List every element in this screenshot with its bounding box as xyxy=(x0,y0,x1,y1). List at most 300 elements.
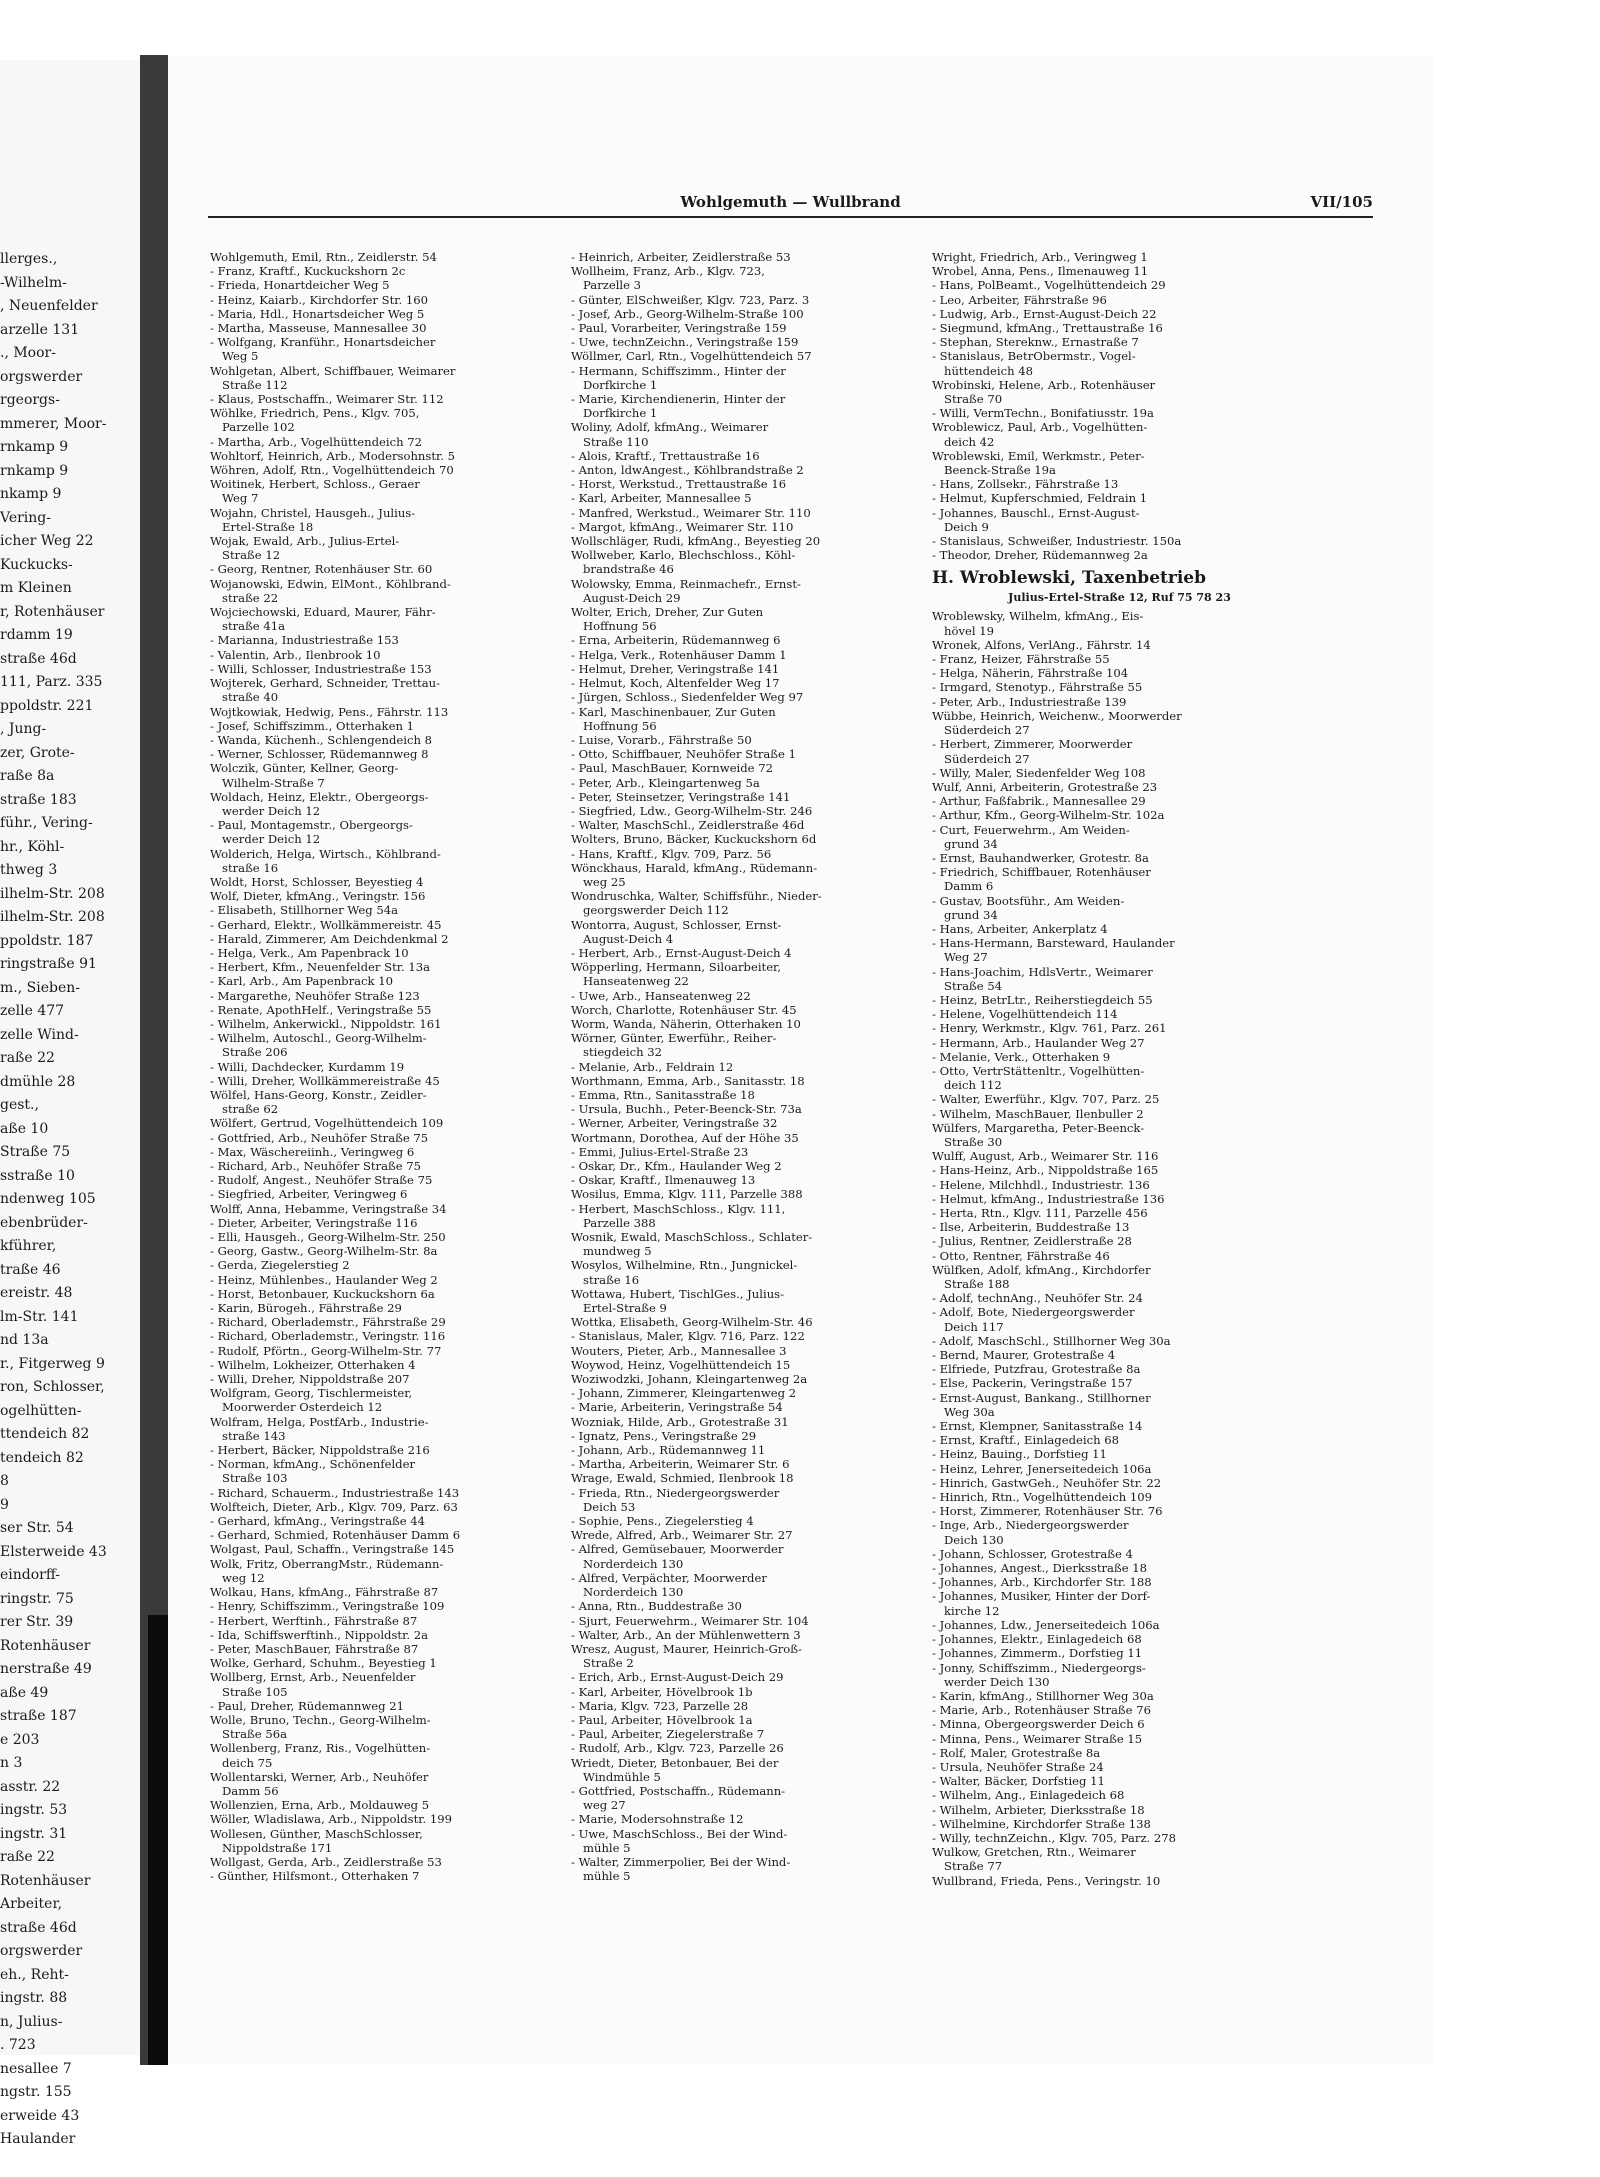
directory-entry-line: georgswerder Deich 112 xyxy=(583,903,729,918)
directory-entry-line: - Gottfried, Arb., Neuhöfer Straße 75 xyxy=(210,1130,429,1145)
directory-entry-line: - Helmut, Koch, Altenfelder Weg 17 xyxy=(571,676,780,691)
directory-entry-line: - Dieter, Arbeiter, Veringstraße 116 xyxy=(210,1215,418,1230)
directory-entry-line: - Herbert, Arb., Ernst-August-Deich 4 xyxy=(571,945,792,960)
directory-entry-line: Wölfel, Hans-Georg, Konstr., Zeidler- xyxy=(210,1087,427,1102)
directory-entry-line: Deich 9 xyxy=(944,519,989,534)
directory-entry-line: Wojak, Ewald, Arb., Julius-Ertel- xyxy=(210,534,400,549)
directory-entry-line: - Manfred, Werkstud., Weimarer Str. 110 xyxy=(571,505,811,520)
directory-entry-line: - Adolf, technAng., Neuhöfer Str. 24 xyxy=(932,1291,1143,1306)
directory-entry-line: brandstraße 46 xyxy=(583,562,674,577)
directory-entry-line: Deich 130 xyxy=(944,1532,1004,1547)
directory-entry-line: weg 27 xyxy=(583,1798,626,1813)
directory-entry-line: Weg 7 xyxy=(222,491,259,506)
left-page-text-fragment: Elsterweide 43 xyxy=(0,1543,107,1560)
left-page-text-fragment: zer, Grote- xyxy=(0,744,75,761)
directory-entry-line: - Marie, Arbeiterin, Veringstraße 54 xyxy=(571,1400,783,1415)
directory-entry-line: - Marie, Kirchendienerin, Hinter der xyxy=(571,392,786,407)
directory-entry-line: Wolgast, Paul, Schaffn., Veringstraße 145 xyxy=(210,1542,455,1557)
directory-entry-line: weg 25 xyxy=(583,874,626,889)
directory-entry-line: Moorwerder Osterdeich 12 xyxy=(222,1400,383,1415)
directory-entry-line: - Martha, Arbeiterin, Weimarer Str. 6 xyxy=(571,1457,790,1472)
directory-entry-line: straße 143 xyxy=(222,1428,286,1443)
directory-entry-line: Beenck-Straße 19a xyxy=(944,463,1056,478)
advertisement-address: Julius-Ertel-Straße 12, Ruf 75 78 23 xyxy=(1008,591,1231,605)
directory-entry-line: - Friedrich, Schiffbauer, Rotenhäuser xyxy=(932,865,1151,880)
directory-entry-line: - Marie, Modersohnstraße 12 xyxy=(571,1812,744,1827)
directory-entry-line: - Willi, VermTechn., Bonifatiusstr. 19a xyxy=(932,406,1154,421)
left-page-text-fragment: Vering- xyxy=(0,509,51,526)
directory-entry-line: - Emmi, Julius-Ertel-Straße 23 xyxy=(571,1144,749,1159)
directory-entry-line: - Johannes, Angest., Dierksstraße 18 xyxy=(932,1561,1147,1576)
left-page-text-fragment: zelle 477 xyxy=(0,1003,65,1019)
left-page-text-fragment: ringstraße 91 xyxy=(0,956,97,972)
directory-entry-line: Wollgast, Gerda, Arb., Zeidlerstraße 53 xyxy=(210,1854,442,1869)
directory-entry-line: - Helene, Milchhdl., Industriestr. 136 xyxy=(932,1177,1150,1192)
directory-entry-line: - Gerda, Ziegelerstieg 2 xyxy=(210,1258,350,1273)
directory-entry-line: - Henry, Schiffszimm., Veringstraße 109 xyxy=(210,1599,445,1614)
directory-entry-line: - Herbert, Bäcker, Nippoldstraße 216 xyxy=(210,1443,430,1458)
directory-entry-line: Wolke, Gerhard, Schuhm., Beyestieg 1 xyxy=(210,1656,437,1671)
directory-entry-line: - Walter, Bäcker, Dorfstieg 11 xyxy=(932,1774,1105,1789)
column-1 xyxy=(210,250,580,1883)
directory-entry-line: - Siegmund, kfmAng., Trettaustraße 16 xyxy=(932,321,1163,336)
directory-entry-line: Parzelle 102 xyxy=(222,420,295,435)
directory-entry-line: - Wanda, Küchenh., Schlengendeich 8 xyxy=(210,732,432,747)
directory-entry-line: werder Deich 12 xyxy=(222,832,321,847)
directory-entry-line: - Ilse, Arbeiterin, Buddestraße 13 xyxy=(932,1220,1130,1235)
directory-entry-line: Ertel-Straße 9 xyxy=(583,1301,667,1316)
directory-entry-line: Wolfgram, Georg, Tischlermeister, xyxy=(210,1386,413,1401)
left-page-text-fragment: raße 22 xyxy=(0,1050,55,1066)
directory-entry-line: - Johannes, Arb., Kirchdorfer Str. 188 xyxy=(932,1575,1152,1590)
directory-entry-line: - Wilhelm, Lokheizer, Otterhaken 4 xyxy=(210,1357,416,1372)
directory-entry-line: - Paul, Montagemstr., Obergeorgs- xyxy=(210,818,413,833)
directory-entry-line: - Peter, Arb., Kleingartenweg 5a xyxy=(571,775,760,790)
left-page-text-fragment: Rotenhäuser xyxy=(0,1637,91,1654)
directory-entry-line: Wright, Friedrich, Arb., Veringweg 1 xyxy=(932,250,1148,264)
directory-entry-line: Wrobel, Anna, Pens., Ilmenauweg 11 xyxy=(932,264,1149,279)
left-page-text-fragment: ebenbrüder- xyxy=(0,1214,88,1231)
left-page-text-fragment: orgswerder xyxy=(0,368,83,385)
directory-entry-line: Wolfteich, Dieter, Arb., Klgv. 709, Parz. 63 xyxy=(210,1499,458,1514)
directory-entry-line: - Martha, Arb., Vogelhüttendeich 72 xyxy=(210,434,422,449)
directory-entry-line: - Ernst, Kraftf., Einlagedeich 68 xyxy=(932,1433,1119,1448)
left-page-text-fragment: orgswerder xyxy=(0,1943,83,1959)
directory-entry-line: - Theodor, Dreher, Rüdemannweg 2a xyxy=(932,548,1148,563)
directory-entry-line: - Paul, Arbeiter, Ziegelerstraße 7 xyxy=(571,1727,765,1742)
left-page-text-fragment: straße 46d xyxy=(0,1919,77,1936)
directory-entry-line: - Max, Wäschereiinh., Veringweg 6 xyxy=(210,1144,415,1159)
page-number: VII/105 xyxy=(1310,193,1373,211)
directory-entry-line: - Rolf, Maler, Grotestraße 8a xyxy=(932,1745,1101,1760)
directory-entry-line: straße 62 xyxy=(222,1102,279,1117)
left-page-text-fragment: rnkamp 9 xyxy=(0,439,69,455)
directory-entry-line: - Hans-Heinz, Arb., Nippoldstraße 165 xyxy=(932,1163,1159,1178)
directory-entry-line: Wolderich, Helga, Wirtsch., Köhlbrand- xyxy=(210,846,441,861)
directory-entry-line: - Heinz, BetrLtr., Reiherstiegdeich 55 xyxy=(932,992,1153,1007)
left-page-text-fragment: n 3 xyxy=(0,1755,23,1771)
directory-entry-line: - Frieda, Rtn., Niedergeorgswerder xyxy=(571,1485,780,1500)
left-page-text-fragment: kführer, xyxy=(0,1238,57,1254)
directory-entry-line: - Wilhelmine, Kirchdorfer Straße 138 xyxy=(932,1816,1151,1831)
directory-entry-line: Wolk, Fritz, OberrangMstr., Rüdemann- xyxy=(210,1556,444,1571)
left-page-text-fragment: ingstr. 31 xyxy=(0,1825,68,1842)
directory-entry-line: - Frieda, Honartdeicher Weg 5 xyxy=(210,278,390,293)
directory-entry-line: - Helga, Verk., Rotenhäuser Damm 1 xyxy=(571,647,787,662)
directory-entry-line: Wübbe, Heinrich, Weichenw., Moorwerder xyxy=(932,708,1182,723)
column-2 xyxy=(571,250,941,1883)
left-page-text-fragment: straße 187 xyxy=(0,1708,77,1724)
directory-entry-line: Hoffnung 56 xyxy=(583,718,657,733)
left-page-text-fragment: erweide 43 xyxy=(0,2107,80,2124)
directory-entry-line: Dorfkirche 1 xyxy=(583,377,658,392)
directory-entry-line: - Elfriede, Putzfrau, Grotestraße 8a xyxy=(932,1362,1141,1377)
directory-entry-line: - Günter, ElSchweißer, Klgv. 723, Parz. 3 xyxy=(571,292,810,307)
directory-entry-line: Wulf, Anni, Arbeiterin, Grotestraße 23 xyxy=(932,779,1158,794)
directory-entry-line: Weg 30a xyxy=(944,1404,995,1419)
left-page-text-fragment: aße 49 xyxy=(0,1684,49,1701)
directory-entry-line: Straße 12 xyxy=(222,548,281,563)
directory-entry-line: - Helmut, Dreher, Veringstraße 141 xyxy=(571,661,780,676)
directory-entry-line: Woliny, Adolf, kfmAng., Weimarer xyxy=(571,420,769,435)
directory-entry-line: August-Deich 4 xyxy=(583,931,674,946)
left-page-text-fragment: asstr. 22 xyxy=(0,1778,61,1795)
left-page-text-fragment: ngstr. 155 xyxy=(0,2084,72,2100)
directory-entry-line: - Johannes, Ldw., Jenerseitedeich 106a xyxy=(932,1617,1160,1632)
directory-entry-line: - Hermann, Arb., Haulander Weg 27 xyxy=(932,1035,1145,1050)
left-page-text-fragment: rdamm 19 xyxy=(0,627,73,643)
directory-entry-line: - Paul, Arbeiter, Hövelbrook 1a xyxy=(571,1712,753,1727)
directory-entry-line: - Harald, Zimmerer, Am Deichdenkmal 2 xyxy=(210,931,449,946)
left-page-text-fragment: nerstraße 49 xyxy=(0,1661,92,1677)
left-page-text-fragment: ser Str. 54 xyxy=(0,1520,74,1536)
directory-entry-line: - Stanislaus, Schweißer, Industriestr. 150a xyxy=(932,534,1182,549)
directory-entry-line: - Minna, Obergeorgswerder Deich 6 xyxy=(932,1717,1145,1732)
directory-entry-line: Woldach, Heinz, Elektr., Obergeorgs- xyxy=(210,789,429,804)
directory-entry-line: - Norman, kfmAng., Schönenfelder xyxy=(210,1457,416,1472)
directory-entry-line: - Wilhelm, Ang., Einlagedeich 68 xyxy=(932,1788,1125,1803)
directory-entry-line: Wulff, August, Arb., Weimarer Str. 116 xyxy=(932,1149,1159,1164)
directory-entry-line: - Ursula, Neuhöfer Straße 24 xyxy=(932,1759,1104,1774)
directory-entry-line: - Ignatz, Pens., Veringstraße 29 xyxy=(571,1428,757,1443)
directory-entry-line: - Renate, ApothHelf., Veringstraße 55 xyxy=(210,1002,432,1017)
directory-entry-line: - Wilhelm, MaschBauer, Ilenbuller 2 xyxy=(932,1106,1144,1121)
directory-entry-line: - Johannes, Bauschl., Ernst-August- xyxy=(932,505,1140,520)
directory-entry-line: straße 22 xyxy=(222,590,279,605)
directory-entry-line: - Inge, Arb., Niedergeorgswerder xyxy=(932,1518,1129,1533)
directory-entry-line: - Johannes, Musiker, Hinter der Dorf- xyxy=(932,1589,1151,1604)
directory-entry-line: - Alfred, Verpächter, Moorwerder xyxy=(571,1570,767,1585)
directory-entry-line: Nippoldstraße 171 xyxy=(222,1840,333,1855)
left-page-text-fragment: lm-Str. 141 xyxy=(0,1308,79,1325)
directory-entry-line: - Horst, Betonbauer, Kuckuckshorn 6a xyxy=(210,1286,435,1301)
directory-entry-line: - Josef, Schiffszimm., Otterhaken 1 xyxy=(210,718,414,733)
directory-entry-line: - Ursula, Buchh., Peter-Beenck-Str. 73a xyxy=(571,1102,802,1117)
directory-entry-line: weg 12 xyxy=(222,1570,265,1585)
directory-entry-line: Straße 103 xyxy=(222,1471,288,1486)
left-page-text-fragment: icher Weg 22 xyxy=(0,533,94,549)
directory-entry-line: Hanseatenweg 22 xyxy=(583,974,689,989)
directory-entry-line: Wülfers, Margaretha, Peter-Beenck- xyxy=(932,1120,1145,1135)
directory-entry-line: - Oskar, Kraftf., Ilmenauweg 13 xyxy=(571,1173,756,1188)
directory-entry-line: - Hans, PolBeamt., Vogelhüttendeich 29 xyxy=(932,278,1166,293)
directory-entry-line: mundweg 5 xyxy=(583,1244,652,1259)
directory-entry-line: - Sophie, Pens., Ziegelerstieg 4 xyxy=(571,1514,754,1529)
directory-entry-line: - Günther, Hilfsmont., Otterhaken 7 xyxy=(210,1869,420,1884)
directory-entry-line: deich 112 xyxy=(944,1078,1002,1093)
directory-entry-line: - Walter, Arb., An der Mühlenwettern 3 xyxy=(571,1627,801,1642)
directory-entry-line: Wolowsky, Emma, Reinmachefr., Ernst- xyxy=(571,576,801,591)
directory-entry-line: Wosilus, Emma, Klgv. 111, Parzelle 388 xyxy=(571,1187,803,1202)
directory-entry-line: Süderdeich 27 xyxy=(944,723,1030,738)
directory-entry-line: Wollesen, Günther, MaschSchlosser, xyxy=(210,1826,423,1841)
page-title: Wohlgemuth — Wullbrand xyxy=(680,193,901,211)
directory-entry-line: - Otto, Rentner, Fährstraße 46 xyxy=(932,1248,1110,1263)
left-page-text-fragment: ndenweg 105 xyxy=(0,1191,96,1207)
directory-entry-line: - Uwe, Arb., Hanseatenweg 22 xyxy=(571,988,751,1003)
left-page-text-fragment: mmerer, Moor- xyxy=(0,415,107,432)
column-3-entries-bottom xyxy=(932,609,1307,1887)
left-page-text-fragment: rgeorgs- xyxy=(0,392,60,408)
directory-entry-line: Woldt, Horst, Schlosser, Beyestieg 4 xyxy=(210,874,424,889)
directory-entry-line: - Oskar, Dr., Kfm., Haulander Weg 2 xyxy=(571,1159,782,1173)
directory-entry-line: Hoffnung 56 xyxy=(583,619,657,634)
directory-entry-line: - Uwe, technZeichn., Veringstraße 159 xyxy=(571,335,799,350)
directory-entry-line: Straße 112 xyxy=(222,377,288,392)
left-page-text-fragment: eh., Reht- xyxy=(0,1966,69,1983)
directory-entry-line: - Jonny, Schiffszimm., Niedergeorgs- xyxy=(932,1660,1146,1675)
left-page-text-fragment: rnkamp 9 xyxy=(0,462,69,479)
directory-entry-line: Wroblewicz, Paul, Arb., Vogelhütten- xyxy=(932,420,1148,435)
directory-entry-line: Wollweber, Karlo, Blechschloss., Köhl- xyxy=(571,548,796,563)
left-page-text-fragment: raße 22 xyxy=(0,1849,55,1865)
directory-entry-line: - Adolf, Bote, Niedergeorgswerder xyxy=(932,1305,1135,1320)
directory-entry-line: - Wilhelm, Autoschl., Georg-Wilhelm- xyxy=(210,1031,427,1046)
directory-entry-line: - Karl, Arb., Am Papenbrack 10 xyxy=(210,974,394,989)
directory-entry-line: - Ernst-August, Bankang., Stillhorner xyxy=(932,1390,1151,1405)
directory-entry-line: Wülfken, Adolf, kfmAng., Kirchdorfer xyxy=(932,1262,1151,1277)
directory-entry-line: Wöllmer, Carl, Rtn., Vogelhüttendeich 57 xyxy=(571,349,812,364)
directory-entry-line: - Margot, kfmAng., Weimarer Str. 110 xyxy=(571,519,794,534)
directory-entry-line: - Maria, Klgv. 723, Parzelle 28 xyxy=(571,1698,749,1713)
left-page-text-fragment: straße 183 xyxy=(0,791,77,808)
directory-entry-line: kirche 12 xyxy=(944,1603,1000,1618)
directory-entry-line: - Elisabeth, Stillhorner Weg 54a xyxy=(210,903,398,918)
directory-entry-line: Wolfram, Helga, PostfArb., Industrie- xyxy=(210,1414,429,1429)
left-page-text-fragment: Kuckucks- xyxy=(0,556,73,573)
directory-entry-line: stiegdeich 32 xyxy=(583,1045,662,1060)
directory-entry-line: - Herbert, Kfm., Neuenfelder Str. 13a xyxy=(210,960,431,975)
directory-entry-line: - Hans, Arbeiter, Ankerplatz 4 xyxy=(932,921,1108,936)
directory-entry-line: - Emma, Rtn., Sanitasstraße 18 xyxy=(571,1087,755,1102)
directory-entry-line: - Rudolf, Angest., Neuhöfer Straße 75 xyxy=(210,1173,433,1188)
directory-entry-line: - Walter, MaschSchl., Zeidlerstraße 46d xyxy=(571,818,805,833)
left-page-text-fragment: nesallee 7 xyxy=(0,2060,72,2077)
directory-entry-line: Wohltorf, Heinrich, Arb., Modersohnstr. 5 xyxy=(210,448,455,463)
directory-entry-line: - Helga, Näherin, Fährstraße 104 xyxy=(932,666,1129,681)
directory-entry-line: - Gustav, Bootsführ., Am Weiden- xyxy=(932,893,1125,908)
column-3-entries-top xyxy=(932,250,1307,562)
directory-entry-line: - Otto, VertrStättenltr., Vogelhütten- xyxy=(932,1063,1145,1078)
left-page-text-fragment: , Neuenfelder xyxy=(0,298,98,314)
left-page-text-fragment: Haulander xyxy=(0,2131,76,2147)
directory-entry-line: Wollenzien, Erna, Arb., Moldauweg 5 xyxy=(210,1798,430,1813)
directory-entry-line: - Gottfried, Postschaffn., Rüdemann- xyxy=(571,1783,786,1798)
directory-entry-line: Wöller, Wladislawa, Arb., Nippoldstr. 199 xyxy=(210,1812,453,1827)
left-page-text-fragment: ereistr. 48 xyxy=(0,1285,73,1301)
directory-entry-line: - Anton, ldwAngest., Köhlbrandstraße 2 xyxy=(571,463,804,478)
directory-entry-line: Wrage, Ewald, Schmied, Ilenbrook 18 xyxy=(571,1471,794,1486)
directory-entry-line: grund 34 xyxy=(944,907,998,922)
directory-entry-line: - Stanislaus, BetrObermstr., Vogel- xyxy=(932,349,1136,364)
left-page-text-fragment: raße 8a xyxy=(0,768,55,784)
directory-entry-line: - Jürgen, Schloss., Siedenfelder Weg 97 xyxy=(571,690,804,705)
directory-entry-line: mühle 5 xyxy=(583,1840,631,1855)
directory-entry-line: Wollberg, Ernst, Arb., Neuenfelder xyxy=(210,1670,416,1685)
directory-entry-line: Ertel-Straße 18 xyxy=(222,519,314,534)
directory-entry-line: Straße 188 xyxy=(944,1277,1010,1292)
directory-entry-line: Wolter, Erich, Dreher, Zur Guten xyxy=(571,605,764,620)
directory-entry-line: Deich 53 xyxy=(583,1499,636,1514)
directory-entry-line: Wollentarski, Werner, Arb., Neuhöfer xyxy=(210,1769,429,1784)
directory-entry-line: - Hans, Kraftf., Klgv. 709, Parz. 56 xyxy=(571,846,772,861)
directory-entry-line: August-Deich 29 xyxy=(583,590,681,605)
directory-entry-line: - Georg, Gastw., Georg-Wilhelm-Str. 8a xyxy=(210,1244,438,1259)
directory-entry-line: - Horst, Zimmerer, Rotenhäuser Str. 76 xyxy=(932,1504,1163,1519)
left-page-text-fragment: ilhelm-Str. 208 xyxy=(0,909,105,925)
directory-entry-line: Wosylos, Wilhelmine, Rtn., Jungnickel- xyxy=(571,1258,798,1273)
directory-entry-line: - Paul, MaschBauer, Kornweide 72 xyxy=(571,761,773,776)
directory-entry-line: - Richard, Arb., Neuhöfer Straße 75 xyxy=(210,1159,422,1173)
directory-entry-line: - Leo, Arbeiter, Fährstraße 96 xyxy=(932,292,1107,307)
directory-entry-line: Wolff, Anna, Hebamme, Veringstraße 34 xyxy=(210,1201,447,1216)
directory-entry-line: Wollenberg, Franz, Ris., Vogelhütten- xyxy=(210,1741,431,1756)
directory-entry-line: - Henry, Werkmstr., Klgv. 761, Parz. 261 xyxy=(932,1021,1167,1036)
directory-entry-line: - Alois, Kraftf., Trettaustraße 16 xyxy=(571,448,760,463)
directory-entry-line: Straße 2 xyxy=(583,1656,634,1671)
directory-entry-line: Wouters, Pieter, Arb., Mannesallee 3 xyxy=(571,1343,787,1358)
directory-entry-line: - Julius, Rentner, Zeidlerstraße 28 xyxy=(932,1234,1132,1249)
directory-entry-line: Wolle, Bruno, Techn., Georg-Wilhelm- xyxy=(210,1712,431,1727)
left-page-text-fragment: führ., Vering- xyxy=(0,815,93,831)
directory-entry-line: deich 75 xyxy=(222,1755,273,1770)
directory-entry-line: - Gerhard, kfmAng., Veringstraße 44 xyxy=(210,1514,426,1529)
directory-entry-line: Süderdeich 27 xyxy=(944,751,1030,766)
directory-entry-line: Wrobinski, Helene, Arb., Rotenhäuser xyxy=(932,377,1156,392)
directory-entry-line: - Johann, Arb., Rüdemannweg 11 xyxy=(571,1443,766,1458)
directory-entry-line: Wullbrand, Frieda, Pens., Veringstr. 10 xyxy=(932,1873,1161,1888)
directory-entry-line: - Karin, Bürogeh., Fährstraße 29 xyxy=(210,1301,402,1316)
left-page-text-fragment: nd 13a xyxy=(0,1332,49,1348)
left-page-text-fragment: ttendeich 82 xyxy=(0,1426,90,1442)
directory-entry-line: Straße 56a xyxy=(222,1727,288,1742)
directory-entry-line: - Peter, Arb., Industriestraße 139 xyxy=(932,694,1127,709)
directory-entry-line: Straße 77 xyxy=(944,1859,1003,1874)
directory-entry-line: - Alfred, Gemüsebauer, Moorwerder xyxy=(571,1542,784,1557)
directory-entry-line: - Johann, Zimmerer, Kleingartenweg 2 xyxy=(571,1386,797,1401)
directory-entry-line: - Marianna, Industriestraße 153 xyxy=(210,633,399,648)
left-page-fragment xyxy=(0,60,140,2147)
directory-entry-line: - Heinz, Lehrer, Jenerseitedeich 106a xyxy=(932,1461,1152,1476)
directory-entry-line: - Arthur, Faßfabrik., Mannesallee 29 xyxy=(932,794,1146,809)
directory-entry-line: - Adolf, MaschSchl., Stillhorner Weg 30a xyxy=(932,1333,1171,1348)
left-page-text-fragment: thweg 3 xyxy=(0,862,58,878)
directory-entry-line: - Johann, Schlosser, Grotestraße 4 xyxy=(932,1546,1133,1561)
directory-entry-line: - Maria, Hdl., Honartsdeicher Weg 5 xyxy=(210,306,425,321)
directory-entry-line: Wortmann, Dorothea, Auf der Höhe 35 xyxy=(571,1130,799,1145)
directory-entry-line: Wojanowski, Edwin, ElMont., Köhlbrand- xyxy=(210,576,451,591)
directory-entry-line: - Josef, Arb., Georg-Wilhelm-Straße 100 xyxy=(571,306,804,321)
directory-entry-line: Weg 27 xyxy=(944,950,988,965)
directory-entry-line: Parzelle 388 xyxy=(583,1215,656,1230)
directory-entry-line: grund 34 xyxy=(944,836,998,851)
directory-entry-line: Wollheim, Franz, Arb., Klgv. 723, xyxy=(571,264,765,279)
directory-entry-line: Wönckhaus, Harald, kfmAng., Rüdemann- xyxy=(571,860,818,875)
directory-entry-line: Deich 117 xyxy=(944,1319,1004,1334)
directory-entry-line: - Ernst, Bauhandwerker, Grotestr. 8a xyxy=(932,850,1149,865)
directory-entry-line: mühle 5 xyxy=(583,1869,631,1884)
directory-entry-line: Wulkow, Gretchen, Rtn., Weimarer xyxy=(932,1845,1136,1860)
left-page-text-fragment: . 723 xyxy=(0,2037,36,2053)
directory-entry-line: Straße 70 xyxy=(944,392,1003,407)
directory-entry-line: hövel 19 xyxy=(944,623,995,638)
left-page-text-fragment: ., Moor- xyxy=(0,345,56,361)
directory-entry-line: werder Deich 12 xyxy=(222,803,321,818)
left-page-text-fragment: Arbeiter, xyxy=(0,1896,63,1912)
directory-entry-line: - Paul, Dreher, Rüdemannweg 21 xyxy=(210,1698,404,1713)
directory-entry-line: Wilhelm-Straße 7 xyxy=(222,775,325,790)
directory-entry-line: - Else, Packerin, Veringstraße 157 xyxy=(932,1376,1133,1391)
left-page-text-fragment: r., Fitgerweg 9 xyxy=(0,1355,105,1372)
directory-entry-line: Wohlgetan, Albert, Schiffbauer, Weimarer xyxy=(210,363,456,378)
directory-entry-line: Wolf, Dieter, kfmAng., Veringstr. 156 xyxy=(210,889,426,904)
directory-entry-line: - Bernd, Maurer, Grotestraße 4 xyxy=(932,1348,1116,1363)
directory-entry-line: Wojtkowiak, Hedwig, Pens., Fährstr. 113 xyxy=(210,704,449,719)
directory-entry-line: - Gerhard, Schmied, Rotenhäuser Damm 6 xyxy=(210,1528,461,1543)
left-page-text-fragment: m Kleinen xyxy=(0,580,72,596)
directory-entry-line: - Karl, Arbeiter, Hövelbrook 1b xyxy=(571,1684,753,1699)
directory-entry-line: - Gerhard, Elektr., Wollkämmereistr. 45 xyxy=(210,917,442,932)
directory-entry-line: - Melanie, Arb., Feldrain 12 xyxy=(571,1059,734,1074)
directory-entry-line: - Otto, Schiffbauer, Neuhöfer Straße 1 xyxy=(571,747,796,762)
directory-entry-line: Wondruschka, Walter, Schiffsführ., Nieder- xyxy=(571,889,822,904)
left-page-text-fragment: n, Julius- xyxy=(0,2013,63,2030)
directory-entry-line: hüttendeich 48 xyxy=(944,363,1033,378)
directory-entry-line: Norderdeich 130 xyxy=(583,1556,684,1571)
directory-entry-line: Wolkau, Hans, kfmAng., Fährstraße 87 xyxy=(210,1585,439,1600)
directory-entry-line: - Peter, MaschBauer, Fährstraße 87 xyxy=(210,1641,419,1656)
left-page-text-fragment: ron, Schlosser, xyxy=(0,1379,105,1395)
directory-entry-line: - Siegfried, Ldw., Georg-Wilhelm-Str. 246 xyxy=(571,803,813,818)
directory-entry-line: - Uwe, MaschSchloss., Bei der Wind- xyxy=(571,1826,788,1841)
directory-entry-line: Norderdeich 130 xyxy=(583,1585,684,1600)
directory-entry-line: - Curt, Feuerwehrm., Am Weiden- xyxy=(932,822,1130,837)
directory-entry-line: - Wilhelm, Arbieter, Dierksstraße 18 xyxy=(932,1802,1145,1817)
directory-entry-line: straße 16 xyxy=(222,860,279,875)
directory-entry-line: - Georg, Rentner, Rotenhäuser Str. 60 xyxy=(210,562,433,577)
directory-entry-line: Wöhlke, Friedrich, Pens., Klgv. 705, xyxy=(210,406,420,421)
directory-entry-line: - Karl, Maschinenbauer, Zur Guten xyxy=(571,704,776,719)
directory-entry-line: Wöhren, Adolf, Rtn., Vogelhüttendeich 70 xyxy=(210,463,454,478)
directory-entry-line: Woziwodzki, Johann, Kleingartenweg 2a xyxy=(571,1372,808,1387)
left-page-text-fragment: tendeich 82 xyxy=(0,1449,84,1466)
directory-entry-line: - Hans, Zollsekr., Fährstraße 13 xyxy=(932,477,1119,492)
directory-entry-line: Wolczik, Günter, Kellner, Georg- xyxy=(210,761,399,776)
directory-entry-line: - Melanie, Verk., Otterhaken 9 xyxy=(932,1049,1111,1064)
directory-entry-line: deich 42 xyxy=(944,434,995,449)
directory-entry-line: Wroblewski, Emil, Werkmstr., Peter- xyxy=(932,448,1145,463)
directory-entry-line: - Wilhelm, Ankerwickl., Nippoldstr. 161 xyxy=(210,1016,442,1031)
